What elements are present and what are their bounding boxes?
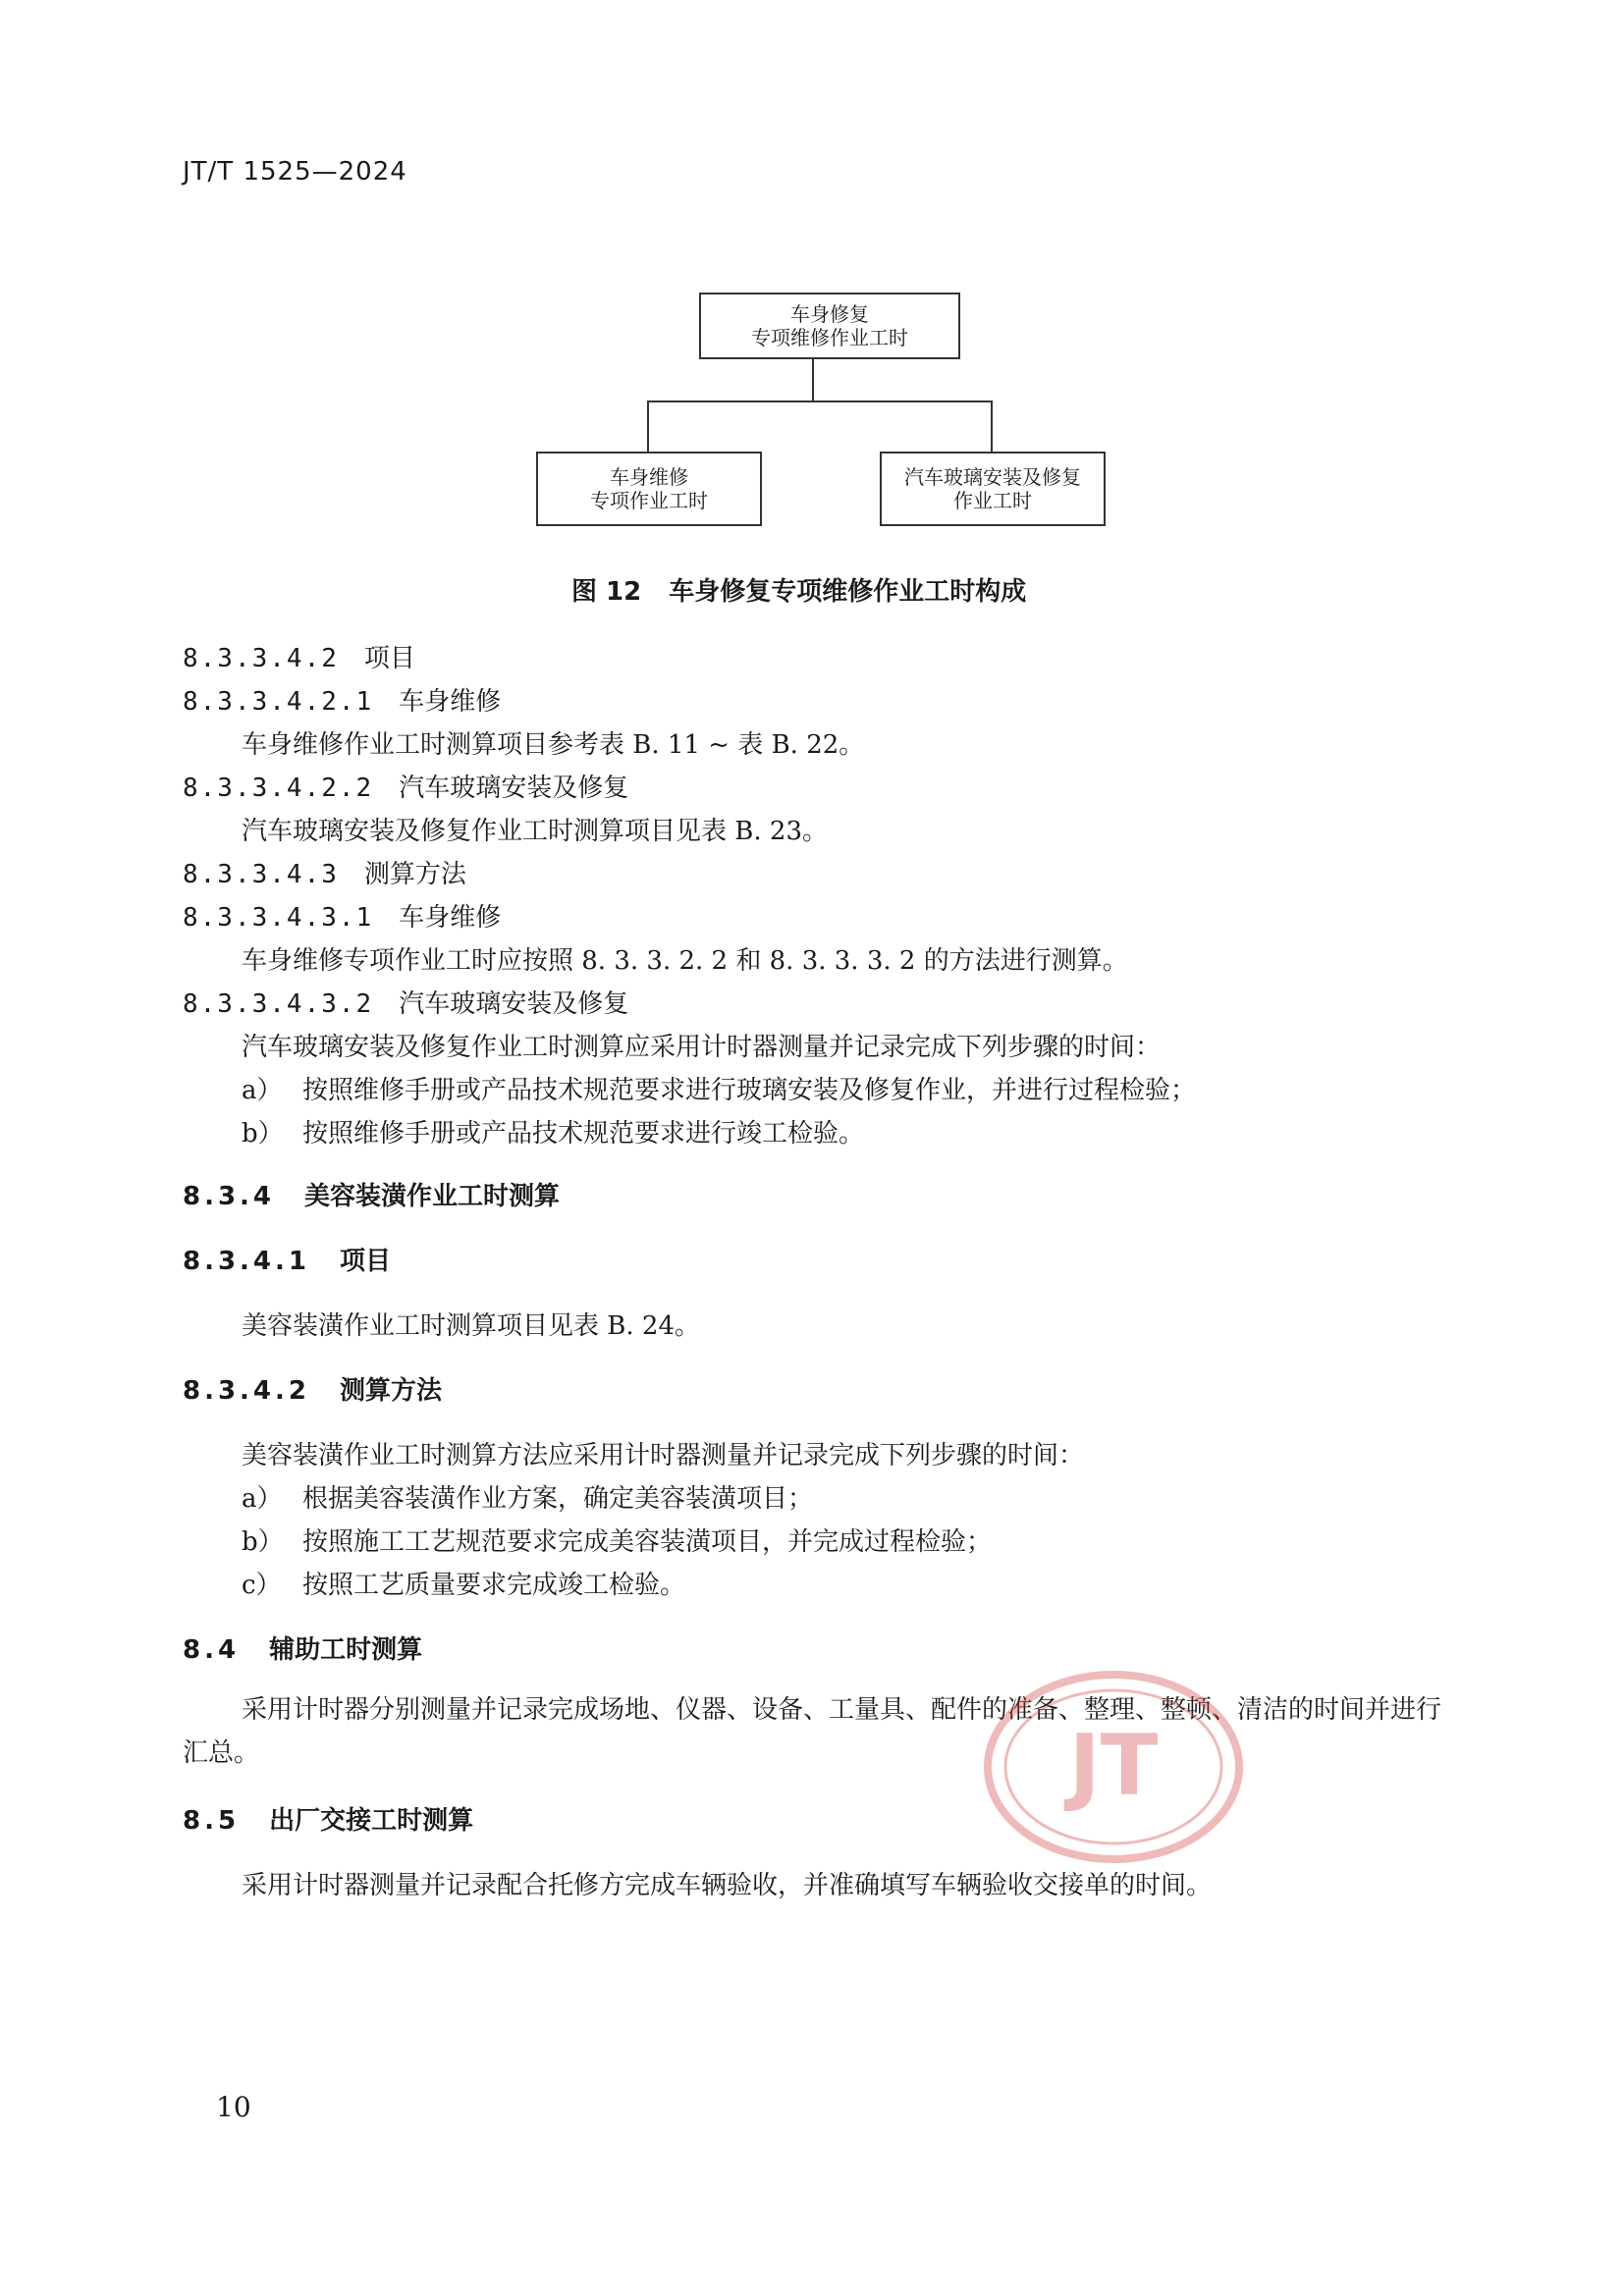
heading-number: 8.3.3.4.3.1 [183,903,374,933]
heading-8-3-3-4-3-2 [183,984,628,1020]
paragraph-auxiliary: 采用计时器分别测量并记录完成场地、仪器、设备、工量具、配件的准备、整理、整顿、清洁的时间并进行汇总。 [183,1695,1442,1768]
top-box-line2: 专项维修作业工时 [751,326,908,349]
heading-number: 8.3.3.4.3 [183,860,339,889]
heading-8-3-3-4-2-2 [183,768,628,804]
list-item [242,1478,813,1515]
paragraph-glass-method: 汽车玻璃安装及修复作业工时测算应采用计时器测量并记录完成下列步骤的时间： [242,1033,1162,1062]
heading-title: 测算方法 [363,860,466,889]
connector-horizontal [647,400,993,402]
heading-8-5 [183,1800,473,1837]
heading-title: 辅助工时测算 [269,1635,423,1665]
paragraph-body-repair-items: 车身维修作业工时测算项目参考表 B. 11 ~ 表 B. 22。 [242,730,865,760]
list-text: 按照维修手册或产品技术规范要求进行竣工检验。 [302,1119,865,1148]
figure-caption [571,571,1026,608]
paragraph-glass-items: 汽车玻璃安装及修复作业工时测算项目见表 B. 23。 [242,817,828,846]
heading-title: 车身维修 [399,687,502,717]
heading-number: 8.3.4.1 [183,1247,310,1276]
left-box-line2: 专项作业工时 [590,489,708,512]
heading-8-4 [183,1629,422,1666]
stamp-text: JT [1068,1717,1159,1815]
paragraph-handover: 采用计时器测量并记录配合托修方完成车辆验收，并准确填写车辆验收交接单的时间。 [242,1871,1213,1900]
right-box-line1: 汽车玻璃安装及修复 [904,465,1081,489]
heading-number: 8.4 [183,1635,241,1665]
right-box-line2: 作业工时 [953,489,1032,512]
list-item [242,1522,992,1558]
paragraph-body-repair-method: 车身维修专项作业工时应按照 8. 3. 3. 2. 2 和 8. 3. 3. 3. 2 的方法进行测算。 [242,946,1128,976]
left-box-line1: 车身维修 [610,465,688,489]
heading-number: 8.3.3.4.2.1 [183,687,374,717]
diagram-right-box [880,452,1106,526]
heading-title: 出厂交接工时测算 [269,1806,474,1836]
heading-8-3-3-4-3-1 [183,897,501,934]
list-item [242,1113,864,1149]
heading-number: 8.3.3.4.3.2 [183,989,374,1019]
heading-title: 项目 [340,1247,392,1276]
heading-title: 汽车玻璃安装及修复 [399,989,629,1019]
diagram-top-box [699,293,960,359]
heading-title: 项目 [363,644,415,673]
heading-title: 测算方法 [340,1376,443,1406]
heading-8-3-3-4-3 [183,854,466,890]
list-text: 按照维修手册或产品技术规范要求进行玻璃安装及修复作业，并进行过程检验； [302,1076,1197,1105]
heading-8-3-3-4-2-1 [183,681,501,718]
heading-number: 8.3.4.2 [183,1376,310,1406]
heading-number: 8.3.3.4.2.2 [183,774,374,803]
heading-8-3-4-2 [183,1370,442,1407]
list-item [242,1565,685,1601]
list-text: 按照工艺质量要求完成竣工检验。 [302,1571,686,1600]
list-marker: b） [242,1527,284,1557]
jt-watermark-stamp [982,1669,1245,1865]
list-text: 按照施工工艺规范要求完成美容装潢项目，并完成过程检验； [302,1527,993,1557]
heading-title: 车身维修 [399,903,502,933]
paragraph-beauty-method: 美容装潢作业工时测算方法应采用计时器测量并记录完成下列步骤的时间： [242,1441,1085,1470]
heading-number: 8.3.4 [183,1182,276,1211]
heading-8-3-4 [183,1176,560,1212]
list-marker: a） [242,1484,283,1514]
connector-right-drop [991,400,993,452]
connector-vertical-top [812,357,814,402]
heading-title: 美容装潢作业工时测算 [304,1182,561,1211]
list-marker: a） [242,1076,283,1105]
diagram-left-box [536,452,762,526]
connector-left-drop [647,400,649,452]
list-marker: c） [242,1571,282,1600]
list-marker: b） [242,1119,284,1148]
page-number: 10 [216,2091,251,2123]
list-text: 根据美容装潢作业方案，确定美容装潢项目； [302,1484,814,1514]
heading-8-3-4-1 [183,1241,391,1277]
list-item [242,1070,1196,1106]
heading-8-3-3-4-2 [183,638,415,674]
caption-text: 车身修复专项维修作业工时构成 [669,577,1027,607]
heading-number: 8.3.3.4.2 [183,644,339,673]
heading-number: 8.5 [183,1806,241,1836]
caption-number: 图 12 [571,577,642,607]
heading-title: 汽车玻璃安装及修复 [399,774,629,803]
top-box-line1: 车身修复 [790,302,869,326]
paragraph-beauty-items: 美容装潢作业工时测算项目见表 B. 24。 [242,1311,700,1341]
standard-code: JT/T 1525—2024 [183,157,407,187]
